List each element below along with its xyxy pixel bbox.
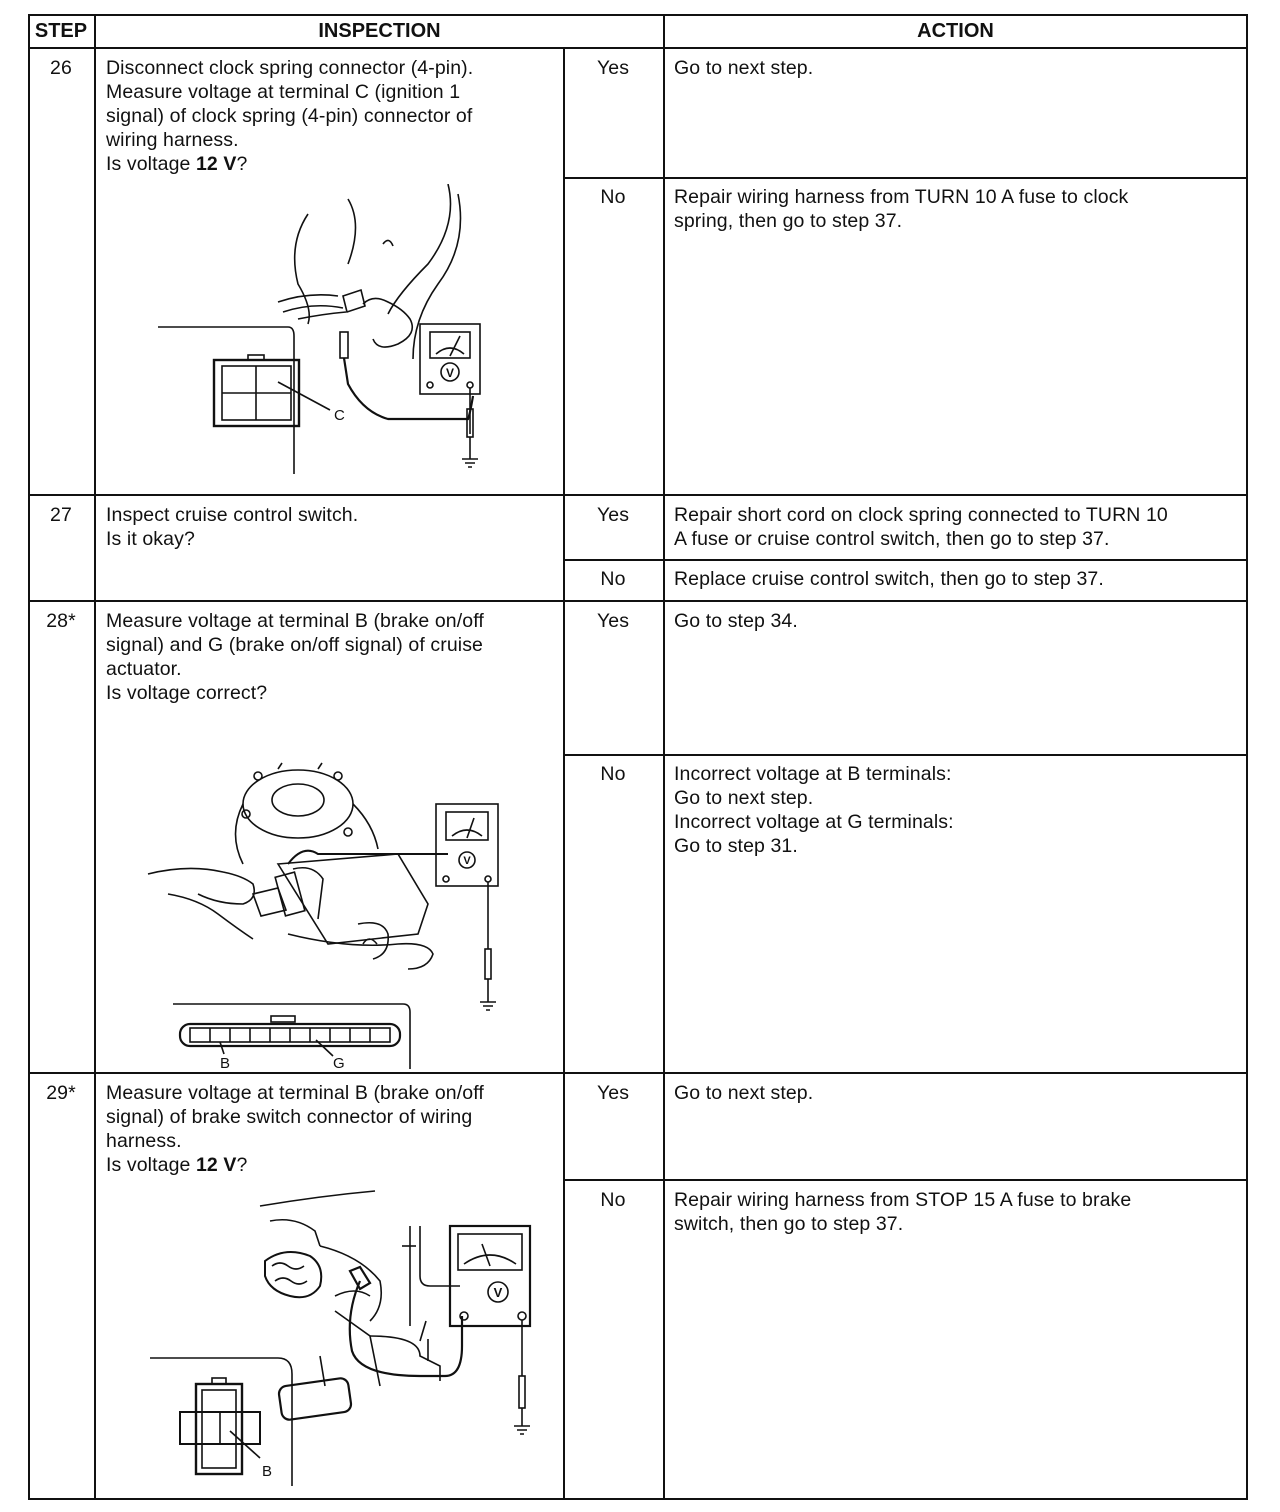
question-value: 12 V [195,153,237,175]
inspection-line: Inspect cruise control switch. [106,504,359,526]
inspection-line: wiring harness. [106,129,239,151]
row-separator-26 [28,494,1248,496]
action-line: Repair wiring harness from TURN 10 A fuse to clock [674,186,1129,208]
inspection-line: actuator. [106,658,182,680]
inspection-line: Measure voltage at terminal C (ignition 1 [106,81,461,103]
yes-action [674,56,1234,80]
question-value: 12 V [195,1154,237,1176]
inspection-text [106,1081,556,1177]
table-border-top [28,14,1248,16]
terminal-b-label: B [220,1055,231,1069]
action-line: Go to step 34. [674,610,798,632]
no-label: No [600,1189,626,1211]
yes-label: Yes [596,57,630,79]
voltmeter-symbol: V [463,855,471,867]
no-label: No [600,568,626,590]
yesno-separator-29 [563,1179,1248,1181]
inspection-line: signal) of brake switch connector of wiring [106,1106,473,1128]
action-line: Go to next step. [674,787,814,809]
terminal-c-label: C [334,407,345,424]
action-line: spring, then go to step 37. [674,210,903,232]
yes-label: Yes [596,504,630,526]
no-label: No [600,763,626,785]
inspection-line: Is it okay? [106,528,195,550]
inspection-line: harness. [106,1130,182,1152]
question-mark: ? [236,153,248,175]
header-inspection: INSPECTION [318,20,441,42]
header-action: ACTION [917,20,994,42]
inspection-text [106,56,556,176]
cruise-actuator-voltage-figure [128,754,508,1069]
action-line: switch, then go to step 37. [674,1213,904,1235]
action-line: Repair wiring harness from STOP 15 A fuse to brake [674,1189,1132,1211]
voltmeter-symbol: V [445,366,455,380]
step-number: 29* [46,1082,76,1104]
yesno-separator-28 [563,754,1248,756]
yes-label: Yes [596,1082,630,1104]
inspection-line: signal) of clock spring (4-pin) connector of [106,105,473,127]
no-action [674,1188,1234,1236]
row-separator-28 [28,1072,1248,1074]
inspection-text [106,609,556,705]
divider-step [94,14,96,1500]
action-line: Go to next step. [674,57,814,79]
no-action [674,567,1244,591]
no-action [674,762,1234,858]
inspection-question [106,1153,556,1177]
action-line: A fuse or cruise control switch, then go to step 37. [674,528,1110,550]
yesno-separator-26 [563,177,1248,179]
table-border-bottom [28,1498,1248,1500]
row-separator-27 [28,600,1248,602]
yes-action [674,503,1244,551]
clock-spring-voltage-figure [148,184,508,474]
header-step: STEP [34,20,88,42]
yes-action [674,609,1234,633]
yes-label: Yes [596,610,630,632]
step-number: 28* [46,610,76,632]
brake-switch-voltage-figure [120,1186,550,1486]
question-mark: ? [236,1154,248,1176]
action-line: Go to next step. [674,1082,814,1104]
action-line: Replace cruise control switch, then go to step 37. [674,568,1104,590]
voltmeter-symbol: V [493,1285,503,1300]
inspection-line: Measure voltage at terminal B (brake on/off [106,1082,484,1104]
yesno-separator-27 [563,559,1248,561]
inspection-line: Measure voltage at terminal B (brake on/off [106,610,484,632]
no-label: No [600,186,626,208]
divider-action [663,14,665,1500]
table-border-left [28,14,30,1500]
step-number: 26 [50,57,72,79]
action-line: Repair short cord on clock spring connected to TURN 10 [674,504,1168,526]
action-line: Incorrect voltage at G terminals: [674,811,954,833]
inspection-line: signal) and G (brake on/off signal) of cruise [106,634,483,656]
inspection-question [106,152,556,176]
inspection-line: Disconnect clock spring connector (4-pin). [106,57,474,79]
table-border-right [1246,14,1248,1500]
step-number: 27 [50,504,72,526]
inspection-line: Is voltage correct? [106,682,268,704]
terminal-g-label: G [333,1055,345,1069]
yes-action [674,1081,1234,1105]
action-line: Go to step 31. [674,835,798,857]
terminal-b-label: B [262,1463,273,1480]
question-text: Is voltage [106,153,196,175]
action-line: Incorrect voltage at B terminals: [674,763,952,785]
inspection-text [106,503,556,551]
no-action [674,185,1234,233]
header-separator [28,47,1248,49]
question-text: Is voltage [106,1154,196,1176]
inspection-table [28,14,1248,1500]
